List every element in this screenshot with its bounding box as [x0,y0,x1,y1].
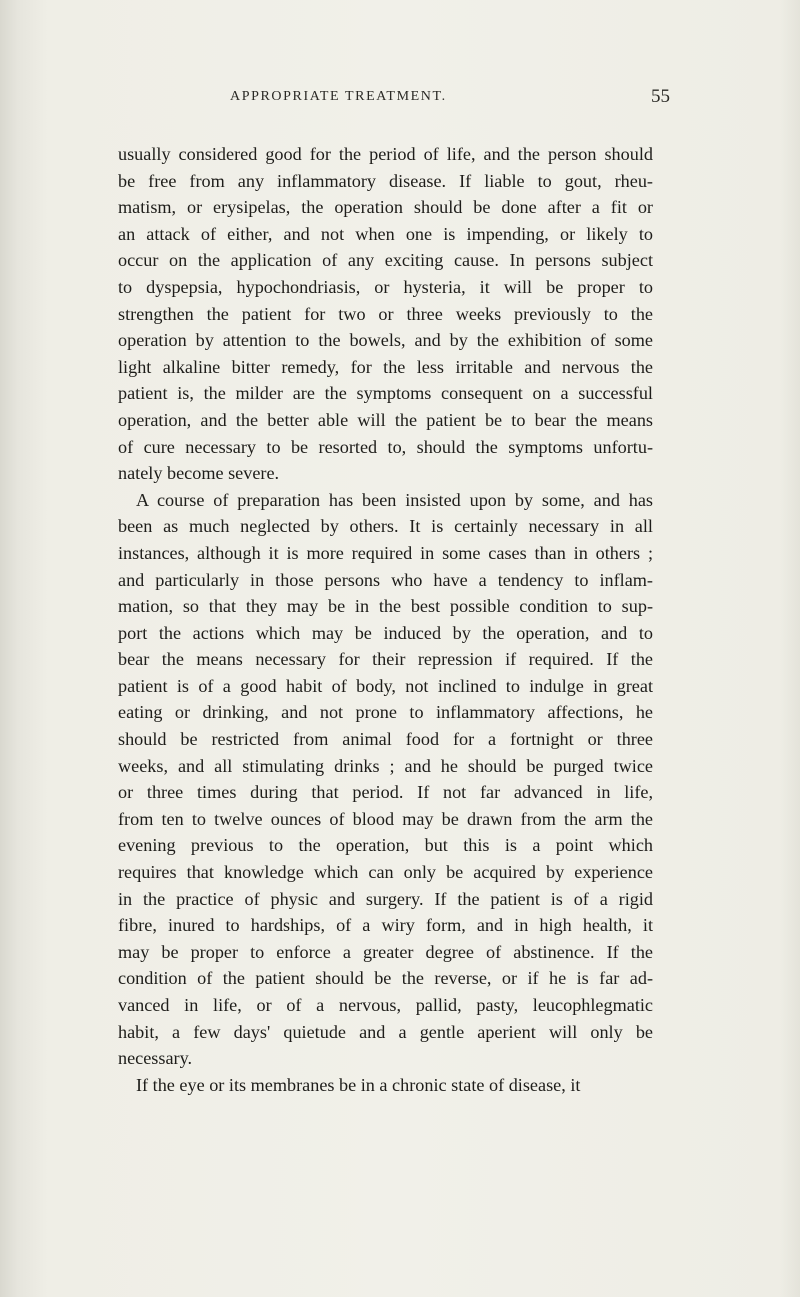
text-line: matism, or erysipelas, the operation should be done after a fit or [118,197,653,218]
text-line: patient is of a good habit of body, not inclined to indulge in great [118,675,653,696]
text-line: to dyspepsia, hypochondriasis, or hysteria, it will be proper to [118,276,653,297]
text-line: weeks, and all stimulating drinks ; and he should be purged twice [118,755,653,776]
text-line: operation by attention to the bowels, and by the exhibition of some [118,330,653,351]
text-line: vanced in life, or of a nervous, pallid, pasty, leucophlegmatic [118,995,653,1015]
text-line: mation, so that they may be in the best possible condition to sup- [118,596,653,617]
text-line: may be proper to enforce a greater degree of abstinence. If the [118,941,653,962]
text-line: in the practice of physic and surgery. If the patient is of a rigid [118,888,653,909]
text-line: or three times during that period. If not far advanced in life, [118,782,653,803]
text-line: an attack of either, and not when one is impending, or likely to [118,223,653,244]
text-line: be free from any inflammatory disease. If liable to gout, rheu- [118,170,653,191]
text-line: of cure necessary to be resorted to, should the symptoms unfortu- [118,436,653,457]
text-line: nately become severe. [118,463,280,484]
text-line: bear the means necessary for their repression if required. If the [118,649,653,670]
text-line: eating or drinking, and not prone to inflammatory affections, he [118,702,653,723]
running-head: APPROPRIATE TREATMENT. [230,89,447,104]
text-line: A course of preparation has been insisted upon by some, and has [136,489,653,510]
text-line: usually considered good for the period of life, and the person should [118,144,653,164]
body-text [118,141,653,1098]
text-line: operation, and the better able will the patient be to bear the means [118,409,653,430]
text-line: requires that knowledge which can only be acquired by experience [118,862,653,883]
page-number: 55 [651,86,670,107]
text-line: If the eye or its membranes be in a chronic state of disease, it [136,1074,581,1095]
text-line: patient is, the milder are the symptoms consequent on a successful [118,383,653,404]
text-line: from ten to twelve ounces of blood may be drawn from the arm the [118,808,653,829]
text-line: evening previous to the operation, but this is a point which [118,835,653,856]
text-line: been as much neglected by others. It is certainly necessary in all [118,516,653,537]
page-header [118,86,670,112]
text-line: condition of the patient should be the reverse, or if he is far ad- [118,968,653,989]
text-line: fibre, inured to hardships, of a wiry form, and in high health, it [118,915,653,936]
text-line: strengthen the patient for two or three weeks previously to the [118,303,653,324]
text-line: light alkaline bitter remedy, for the less irritable and nervous the [118,356,653,377]
text-line: necessary. [118,1048,193,1069]
text-line: instances, although it is more required in some cases than in others ; [118,542,653,563]
text-line: habit, a few days' quietude and a gentle aperient will only be [118,1021,653,1042]
text-line: port the actions which may be induced by the operation, and to [118,622,653,643]
text-line: and particularly in those persons who have a tendency to inflam- [118,569,653,590]
text-line: should be restricted from animal food for a fortnight or three [118,729,653,750]
text-line: occur on the application of any exciting cause. In persons subject [118,250,653,271]
